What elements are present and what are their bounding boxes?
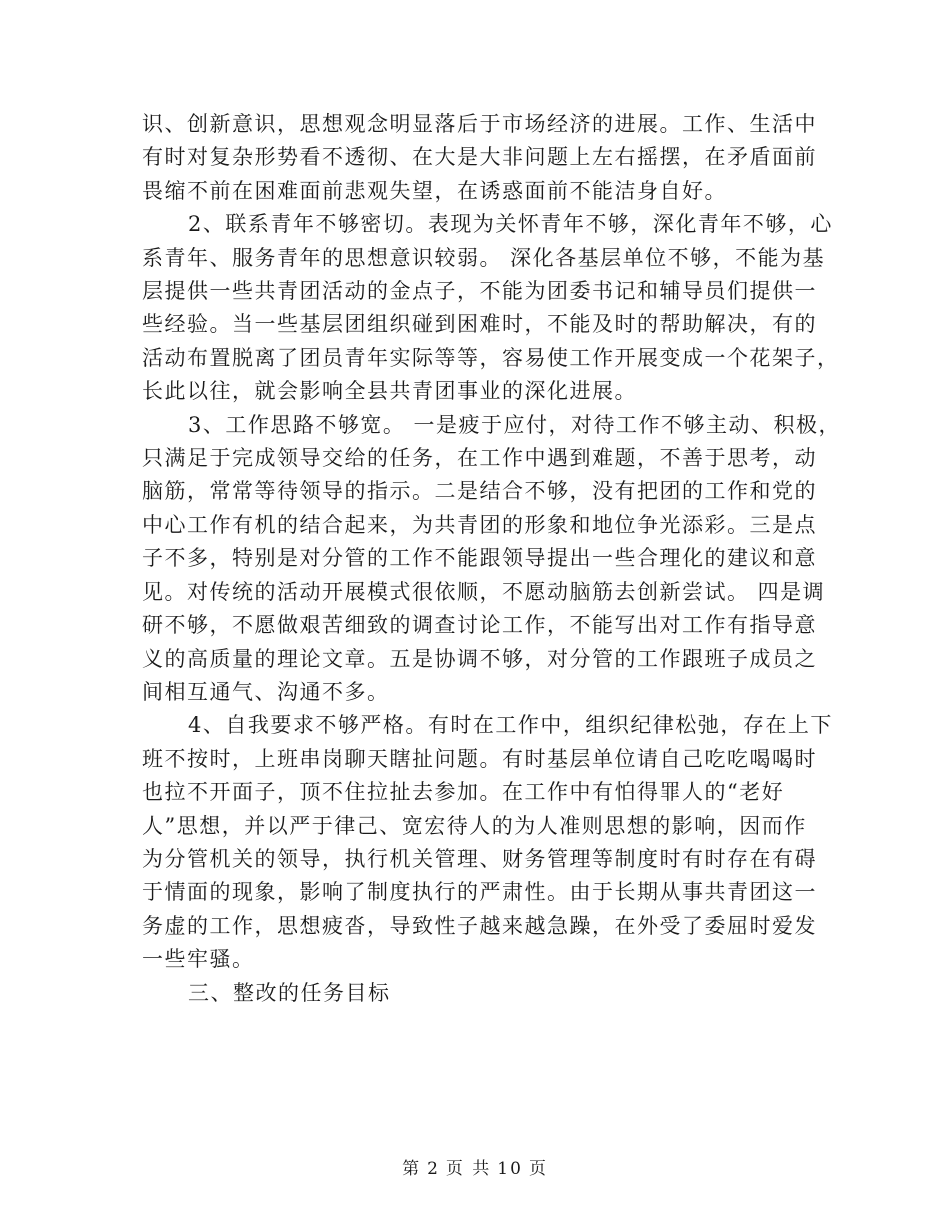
- section-heading: 三、整改的任务目标: [188, 980, 391, 1005]
- text-line: 间相互通气、沟通不多。: [142, 679, 390, 704]
- page-label-suffix: 页: [528, 1159, 548, 1179]
- page-label-prefix: 第: [402, 1159, 422, 1179]
- text-line: 务虚的工作，思想疲沓，导致性子越来越急躁，在外受了委屈时爱发: [142, 913, 817, 938]
- text-line: 义的高质量的理论文章。五是协调不够，对分管的工作跟班子成员之: [142, 646, 817, 671]
- text-line: 为分管机关的领导，执行机关管理、财务管理等制度时有时存在有碍: [142, 846, 817, 871]
- page-number: 2: [427, 1159, 440, 1179]
- text-line: 2、联系青年不够密切。表现为关怀青年不够，深化青年不够，心: [188, 212, 833, 237]
- text-line: 层提供一些共青团活动的金点子，不能为团委书记和辅导员们提供一: [142, 279, 817, 304]
- paragraph-item-3: [142, 409, 842, 710]
- paragraph-item-2: [142, 208, 840, 408]
- text-line: 班不按时，上班串岗聊天瞎扯问题。有时基层单位请自己吃吃喝喝时: [142, 746, 817, 771]
- page-footer: [0, 1154, 950, 1179]
- text-line: 一些牢骚。: [142, 947, 255, 972]
- text-line: 长此以往，就会影响全县共青团事业的深化进展。: [142, 379, 637, 404]
- text-line: 4、自我要求不够严格。有时在工作中，组织纪律松弛，存在上下: [188, 713, 833, 738]
- text-line: 也拉不开面子，顶不住拉扯去参加。在工作中有怕得罪人的“老好: [142, 780, 785, 805]
- text-line: 人”思想，并以严于律己、宽宏待人的为人准则思想的影响，因而作: [142, 813, 807, 838]
- paragraph-continuation: [142, 108, 817, 208]
- total-pages: 10: [497, 1159, 523, 1179]
- text-line: 脑筋，常常等待领导的指示。二是结合不够，没有把团的工作和党的: [142, 479, 817, 504]
- text-line: 活动布置脱离了团员青年实际等等，容易使工作开展变成一个花架子，: [142, 345, 840, 370]
- text-line: 见。对传统的活动开展模式很依顺，不愿动脑筋去创新尝试。 四是调: [142, 579, 826, 604]
- text-line: 中心工作有机的结合起来，为共青团的形象和地位争光添彩。三是点: [142, 512, 817, 537]
- text-line: 有时对复杂形势看不透彻、在大是大非问题上左右摇摆，在矛盾面前: [142, 145, 817, 170]
- text-line: 只满足于完成领导交给的任务，在工作中遇到难题，不善于思考，动: [142, 446, 817, 471]
- document-body: [142, 108, 842, 1010]
- text-line: 畏缩不前在困难面前悲观失望，在诱惑面前不能洁身自好。: [142, 178, 727, 203]
- text-line: 系青年、服务青年的思想意识较弱。 深化各基层单位不够，不能为基: [142, 245, 826, 270]
- text-line: 3、工作思路不够宽。 一是疲于应付，对待工作不够主动、积极，: [188, 412, 842, 437]
- page-label-middle: 页 共: [445, 1159, 492, 1179]
- text-line: 研不够，不愿做艰苦细致的调查讨论工作，不能写出对工作有指导意: [142, 613, 817, 638]
- text-line: 些经验。当一些基层团组织碰到困难时，不能及时的帮助解决，有的: [142, 312, 817, 337]
- text-line: 子不多，特别是对分管的工作不能跟领导提出一些合理化的建议和意: [142, 546, 817, 571]
- text-line: 识、创新意识，思想观念明显落后于市场经济的进展。工作、生活中: [142, 112, 817, 136]
- text-line: 于情面的现象，影响了制度执行的严肃性。由于长期从事共青团这一: [142, 880, 817, 905]
- paragraph-item-4: [142, 709, 833, 976]
